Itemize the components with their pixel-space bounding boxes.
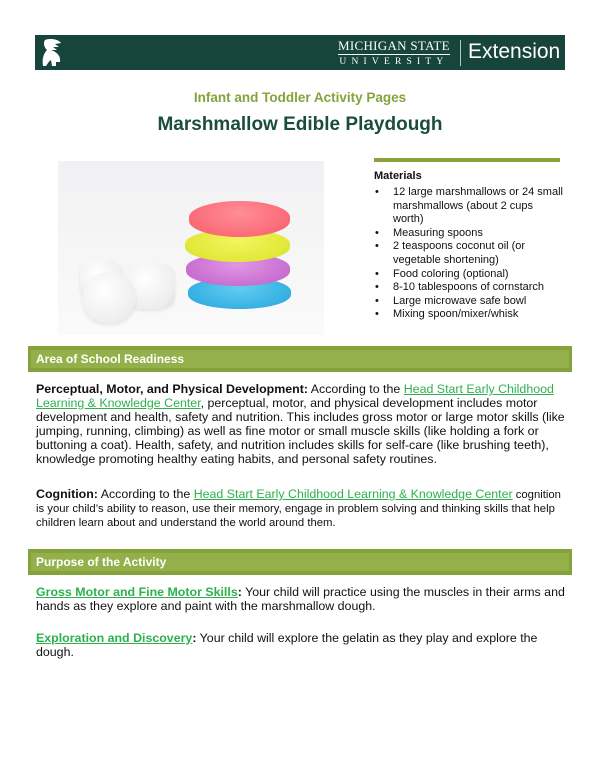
page-title: Marshmallow Edible Playdough [157, 114, 443, 135]
section-header-purpose [28, 549, 572, 575]
paragraph-text: Your child will explore the gelatin as they play and explore the dough. [36, 631, 538, 659]
material-item: • 8-10 tablespoons of cornstarch [374, 281, 566, 295]
material-item: • Measuring spoons [374, 227, 566, 241]
msu-extension-banner [35, 35, 565, 70]
exploration-discovery-link[interactable]: Exploration and Discovery [36, 631, 193, 645]
perceptual-paragraph [36, 383, 571, 466]
head-start-link[interactable]: Head Start Early Childhood Learning & Knowledge Center [36, 382, 554, 410]
series-title: Infant and Toddler Activity Pages [193, 90, 407, 105]
material-item: • Food coloring (optional) [374, 268, 566, 282]
paragraph-text: According to the [307, 382, 404, 396]
playdough-photo [58, 161, 324, 335]
pink-dough [189, 201, 290, 237]
paragraph-text: Your child will practice using the muscles in their arms and hands as they explore and paint with the marshmallow dough. [36, 585, 565, 613]
colon: : [237, 585, 242, 599]
head-start-link[interactable]: Head Start Early Childhood Learning & Knowledge Center [193, 487, 513, 501]
section-header-school-readiness [28, 346, 572, 372]
cognition-paragraph [36, 487, 571, 531]
material-item: • Large microwave safe bowl [374, 295, 566, 309]
purpose-item [36, 632, 571, 660]
wordmark-divider [460, 40, 461, 66]
section-heading: Area of School Readiness [36, 352, 185, 366]
spartan-helmet-icon [41, 38, 65, 67]
gross-fine-motor-link[interactable]: Gross Motor and Fine Motor Skills [36, 585, 238, 599]
paragraph-text: , perceptual, motor, and physical development includes motor development and health, safety and nutrition. This includes gross motor or large motor skills (like jumping, running, climbing) as well as fine motor or small muscle skills (like holding a fork or buttoning a coat). Health, safety, and nutrition includes skills for self-care (like brushing teeth), knowledge promoting healthy eating habits, and personal safety routines. [36, 395, 565, 466]
perceptual-label: Perceptual, Motor, and Physical Development: [36, 382, 308, 396]
university-wordmark [338, 39, 450, 68]
paragraph-text: cognition is your child’s ability to reason, use their memory, engage in problem solving and thinking skills that help children learn about and understand the world around them. [36, 489, 561, 530]
marshmallow [82, 273, 136, 323]
material-item: • 12 large marshmallows or 24 small marshmallows (about 2 cups worth) [374, 186, 566, 227]
material-item: • 2 teaspoons coconut oil (or vegetable shortening) [374, 240, 566, 267]
paragraph-text: According to the [97, 487, 194, 501]
purpose-item [36, 586, 571, 614]
university-name-line2: UNIVERSITY [339, 57, 449, 67]
materials-list [374, 186, 566, 322]
extension-label: Extension [468, 40, 561, 63]
university-name-line1: MICHIGAN STATE [338, 38, 450, 53]
section-heading: Purpose of the Activity [36, 555, 167, 569]
material-item: • Mixing spoon/mixer/whisk [374, 308, 566, 322]
colon: : [192, 631, 197, 645]
materials-accent-bar [374, 158, 560, 162]
cognition-label: Cognition: [36, 487, 98, 501]
materials-heading: Materials [374, 170, 422, 182]
